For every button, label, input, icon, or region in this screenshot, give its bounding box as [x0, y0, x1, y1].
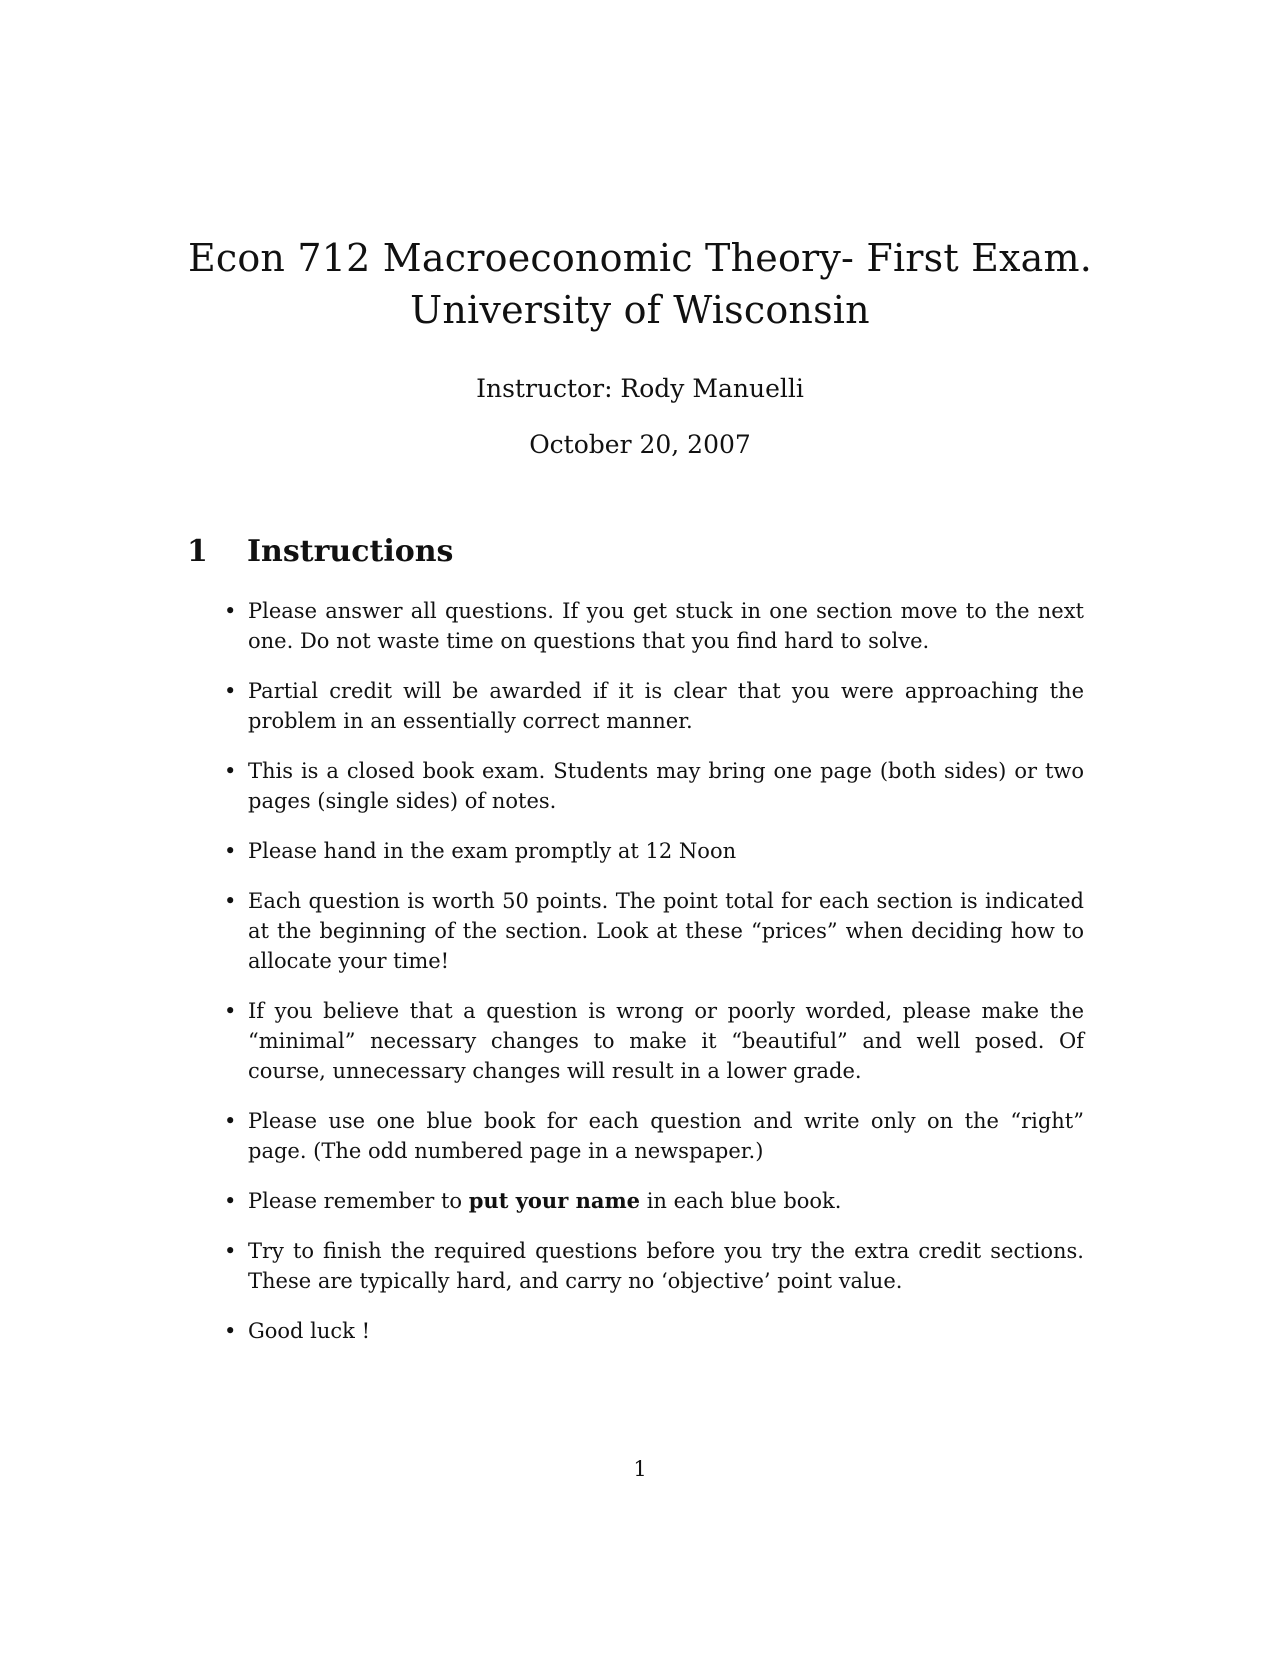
bullet-icon: • — [224, 1189, 237, 1213]
instructor-line: Instructor: Rody Manuelli — [476, 374, 804, 403]
page-number: 1 — [633, 1457, 647, 1481]
list-item — [224, 1186, 1084, 1216]
instructions-list — [224, 596, 1084, 1366]
list-item — [224, 996, 1084, 1086]
bullet-icon: • — [224, 1239, 237, 1263]
exam-date: October 20, 2007 — [529, 430, 751, 459]
title-line-2: University of Wisconsin — [410, 288, 870, 332]
list-item-text: Please answer all questions. If you get stuck in one section move to the next one. Do not waste time on questions that you find hard to solve. — [248, 599, 1084, 653]
bullet-icon: • — [224, 1109, 237, 1133]
bullet-icon: • — [224, 599, 237, 623]
list-item-text: Try to finish the required questions before you try the extra credit sections. These are typically hard, and carry no ‘objective’ point value. — [248, 1239, 1084, 1293]
list-item-text: If you believe that a question is wrong or poorly worded, please make the “minimal” necessary changes to make it “beautiful” and well posed. Of course, unnecessary changes will result in a lower grade. — [248, 999, 1084, 1083]
list-item-text: This is a closed book exam. Students may bring one page (both sides) or two pages (single sides) of notes. — [248, 759, 1084, 813]
section-heading-instructions — [187, 532, 453, 572]
list-item-text: Each question is worth 50 points. The point total for each section is indicated at the beginning of the section. Look at these “prices” when deciding how to allocate your time! — [248, 889, 1084, 973]
list-item — [224, 756, 1084, 816]
list-item-text: Partial credit will be awarded if it is clear that you were approaching the problem in an essentially correct manner. — [248, 679, 1084, 733]
bullet-icon: • — [224, 759, 237, 783]
list-item-text-before: Please remember to — [248, 1189, 469, 1213]
bullet-icon: • — [224, 999, 237, 1023]
emphasis-put-your-name: put your name — [468, 1188, 641, 1213]
title-line-1: Econ 712 Macroeconomic Theory- First Exam. — [187, 236, 1093, 280]
list-item-text: Good luck ! — [248, 1319, 371, 1343]
list-item-text: Please use one blue book for each question and write only on the “right” page. (The odd numbered page in a newspaper.) — [248, 1109, 1084, 1163]
bullet-icon: • — [224, 679, 237, 703]
list-item — [224, 1106, 1084, 1166]
list-item — [224, 886, 1084, 976]
list-item-text: Please hand in the exam promptly at 12 Noon — [248, 839, 737, 863]
bullet-icon: • — [224, 1319, 237, 1343]
document-title — [0, 232, 1280, 336]
section-title: Instructions — [247, 534, 454, 569]
bullet-icon: • — [224, 839, 237, 863]
list-item — [224, 1316, 1084, 1346]
list-item — [224, 836, 1084, 866]
list-item — [224, 1236, 1084, 1296]
list-item — [224, 676, 1084, 736]
section-number: 1 — [187, 534, 208, 569]
list-item — [224, 596, 1084, 656]
list-item-text-after: in each blue book. — [640, 1189, 842, 1213]
bullet-icon: • — [224, 889, 237, 913]
